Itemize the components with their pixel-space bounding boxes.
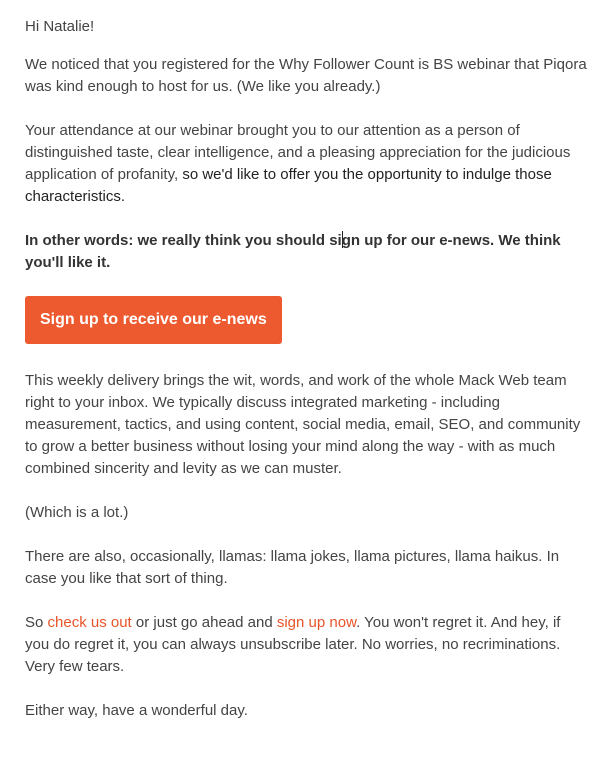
cta-container — [25, 296, 588, 344]
greeting: Hi Natalie! — [25, 18, 95, 35]
attendance-paragraph — [25, 120, 588, 208]
description-paragraph: This weekly delivery brings the wit, words, and work of the whole Mack Web team right to your inbox. We typically discuss integrated marketing - including measurement, tactics, and using content, social media, email, SEO, and community to grow a better business without losing your mind along the way - with as much combined sincerity and levity as we can muster. — [25, 372, 581, 477]
pitch-paragraph — [25, 230, 588, 274]
check-us-out-link[interactable]: check us out — [47, 614, 132, 631]
closing-paragraph — [25, 612, 588, 678]
sign-up-now-link[interactable]: sign up now — [276, 614, 357, 631]
signup-enews-button[interactable]: Sign up to receive our e-news — [25, 296, 282, 344]
attendance-text: Your attendance at our webinar brought you to our attention as a person of distinguished taste, clear intelligence, and a pleasing appreciation for the judicious application of profanity, — [25, 122, 571, 183]
attendance-offer-text: so we'd like to offer you the opportunity to indulge those characteristics. — [25, 166, 552, 205]
closing-suffix: . You won't regret it. And hey, if you do regret it, you can always unsubscribe later. No worries, no recriminations. Very few tears. — [25, 614, 561, 675]
closing-prefix: So — [25, 614, 48, 631]
pitch-text-start: In other words: we really think you should si — [25, 232, 342, 249]
pitch-text-end: gn up for our e-news. We think you'll like it. — [25, 232, 561, 271]
intro-paragraph: We noticed that you registered for the Why Follower Count is BS webinar that Piqora was kind enough to host for us. (We like you already.) — [25, 56, 587, 95]
signoff-paragraph: Either way, have a wonderful day. — [25, 702, 248, 719]
closing-middle: or just go ahead and — [131, 614, 277, 631]
aside-paragraph: (Which is a lot.) — [25, 504, 129, 521]
llamas-paragraph: There are also, occasionally, llamas: llama jokes, llama pictures, llama haikus. In case you like that sort of thing. — [25, 548, 560, 587]
